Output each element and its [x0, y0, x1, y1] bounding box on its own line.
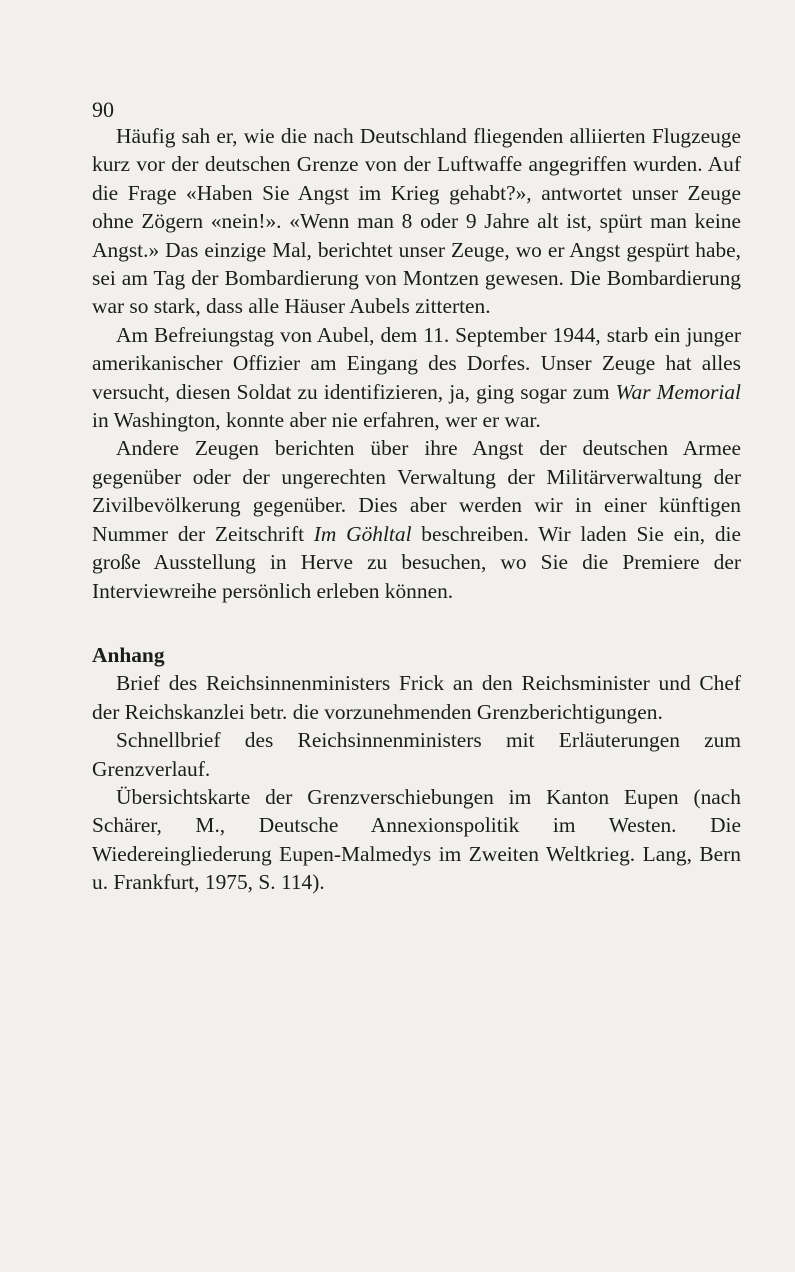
appendix-item-3: Übersichtskarte der Grenzverschiebungen im Kanton Eupen (nach Schärer, M., Deutsche Annexionspolitik im Westen. Die Wiedereingliederung Eupen-Malmedys im Zweiten Weltkrieg. Lang, Bern u. Frankfurt, 1975, S. 114). — [92, 784, 741, 895]
paragraph-3-text-end: beschreiben. Wir laden Sie ein, die große Ausstellung in Herve zu besuchen, wo Sie die Premiere der Interviewreihe persönlich erleben können. — [92, 521, 741, 603]
appendix-item-1: Brief des Reichsinnenministers Frick an den Reichsminister und Chef der Reichskanzlei betr. die vorzunehmenden Grenzberichtigungen. — [92, 671, 741, 724]
paragraph-2-text-end: in Washington, konnte aber nie erfahren, wer er war. — [92, 408, 541, 433]
paragraph-2 — [92, 321, 741, 435]
paragraph-2-text-start: Am Befreiungstag von Aubel, dem 11. September 1944, starb ein junger amerikanischer Offizier am Eingang des Dorfes. Unser Zeuge hat alles versucht, diesen Soldat zu identifizieren, ja, ging sogar zum — [92, 322, 741, 404]
page-number: 90 — [92, 97, 114, 122]
appendix-item-2: Schnellbrief des Reichsinnenministers mit Erläuterungen zum Grenzverlauf. — [92, 728, 741, 781]
paragraph-1: Häufig sah er, wie die nach Deutschland fliegenden alliierten Flugzeuge kurz vor der deutschen Grenze von der Luftwaffe angegriffen wurden. Auf die Frage «Haben Sie Angst im Krieg gehabt?», antwortet unser Zeuge ohne Zögern «nein!». «Wenn man 8 oder 9 Jahre alt ist, spürt man keine Angst.» Das einzige Mal, berichtet unser Zeuge, wo er Angst gespürt habe, sei am Tag der Bombardierung von Montzen gewesen. Die Bombardierung war so stark, dass alle Häuser Aubels zitterten. — [92, 124, 741, 319]
appendix-heading: Anhang — [92, 642, 165, 667]
paragraph-3 — [92, 434, 741, 604]
paragraph-3-italic: Im Göhltal — [313, 521, 412, 546]
paragraph-3-text-start: Andere Zeugen berichten über ihre Angst der deutschen Armee gegenüber oder der ungerechten Verwaltung der Militärverwaltung der Zivilbevölkerung gegenüber. Dies aber werden wir in einer künftigen Nummer der Zeitschrift — [92, 436, 741, 546]
body-text — [92, 122, 741, 897]
paragraph-2-italic: War Memorial — [615, 379, 741, 404]
